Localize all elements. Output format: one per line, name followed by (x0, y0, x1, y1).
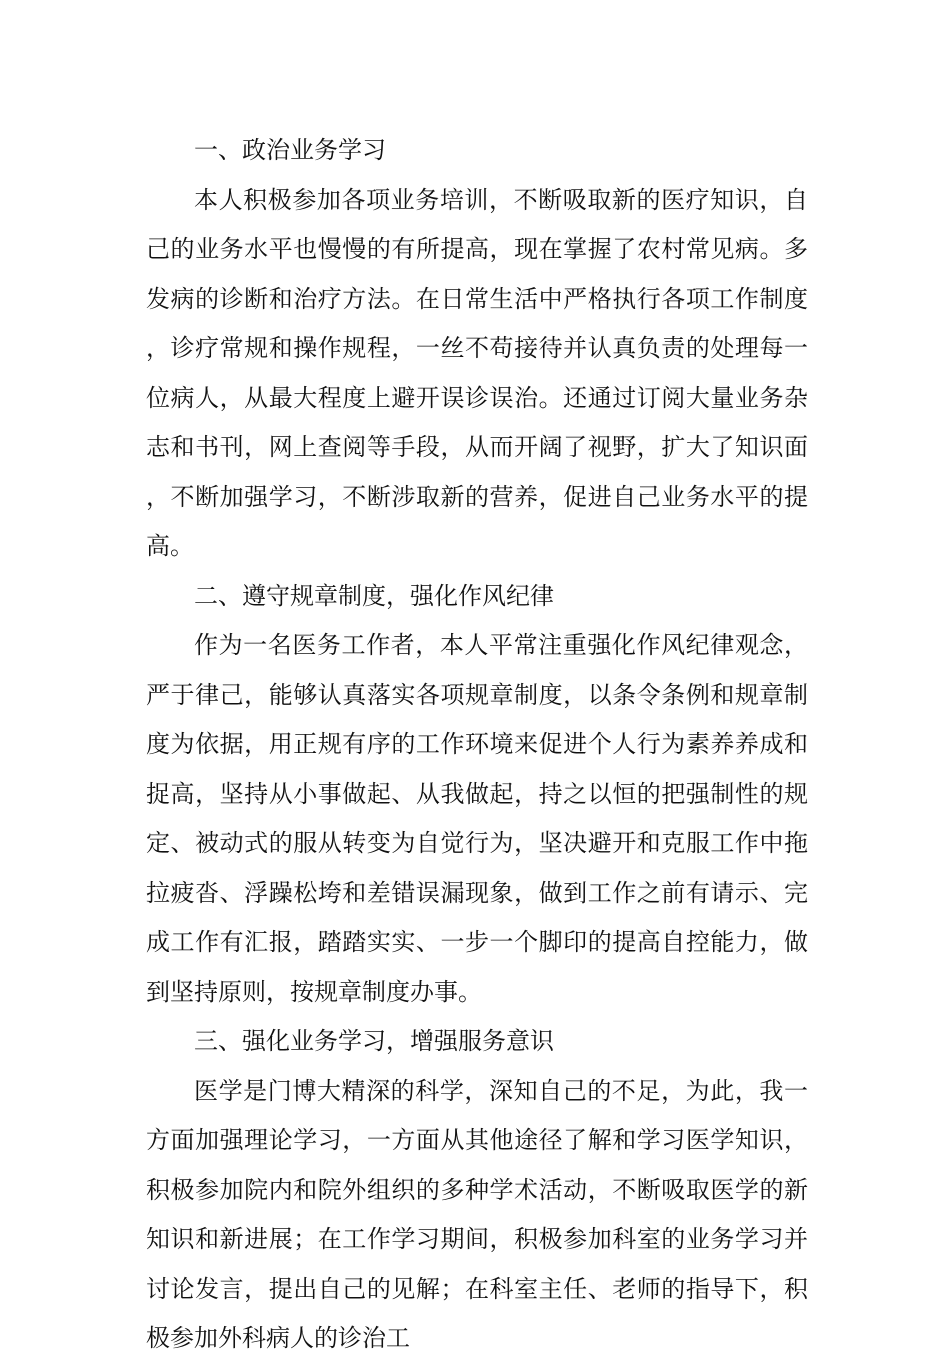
section-heading-rules-discipline: 二、遵守规章制度，强化作风纪律 (194, 581, 554, 610)
section-heading-politics-study: 一、政治业务学习 (194, 136, 386, 164)
section-heading-service-awareness: 三、强化业务学习，增强服务意识 (194, 1027, 554, 1055)
document-body (146, 126, 808, 1364)
section-paragraph-rules-discipline: 作为一名医务工作者，本人平常注重强化作风纪律观念，严于律己，能够认真落实各项规章制度，以条令条例和规章制度为依据，用正规有序的工作环境来促进个人行为素养养成和捉高，坚持从小事做起、从我做起，持之以恒的把强制性的规定、被动式的服从转变为自觉行为，坚决避开和克服工作中拖拉疲沓、浮躁松垮和差错误漏现象，做到工作之前有请示、完成工作有汇报，踏踏实实、一步一个脚印的提高自控能力，做到坚持原则，按规章制度办事。 (146, 631, 808, 1006)
section-paragraph-politics-study: 本人积极参加各项业务培训，不断吸取新的医疗知识，自己的业务水平也慢慢的有所提高，现在掌握了农村常见病。多发病的诊断和治疗方法。在日常生活中严格执行各项工作制度，诊疗常规和操作规程，一丝不苟接待并认真负责的处理每一位病人，从最大程度上避开误诊误治。还通过订阅大量业务杂志和书刊，网上查阅等手段，从而开阔了视野，扩大了知识面，不断加强学习，不断涉取新的营养，促进自己业务水平的提高。 (146, 185, 808, 560)
section-paragraph-service-awareness: 医学是门博大精深的科学，深知自己的不足，为此，我一方面加强理论学习，一方面从其他途径了解和学习医学知识，积极参加院内和院外组织的多种学术活动，不断吸取医学的新知识和新进展；在工作学习期间，积极参加科室的业务学习并讨论发言，提出自己的见解；在科室主任、老师的指导下，积极参加外科病人的诊治工 (146, 1076, 808, 1352)
